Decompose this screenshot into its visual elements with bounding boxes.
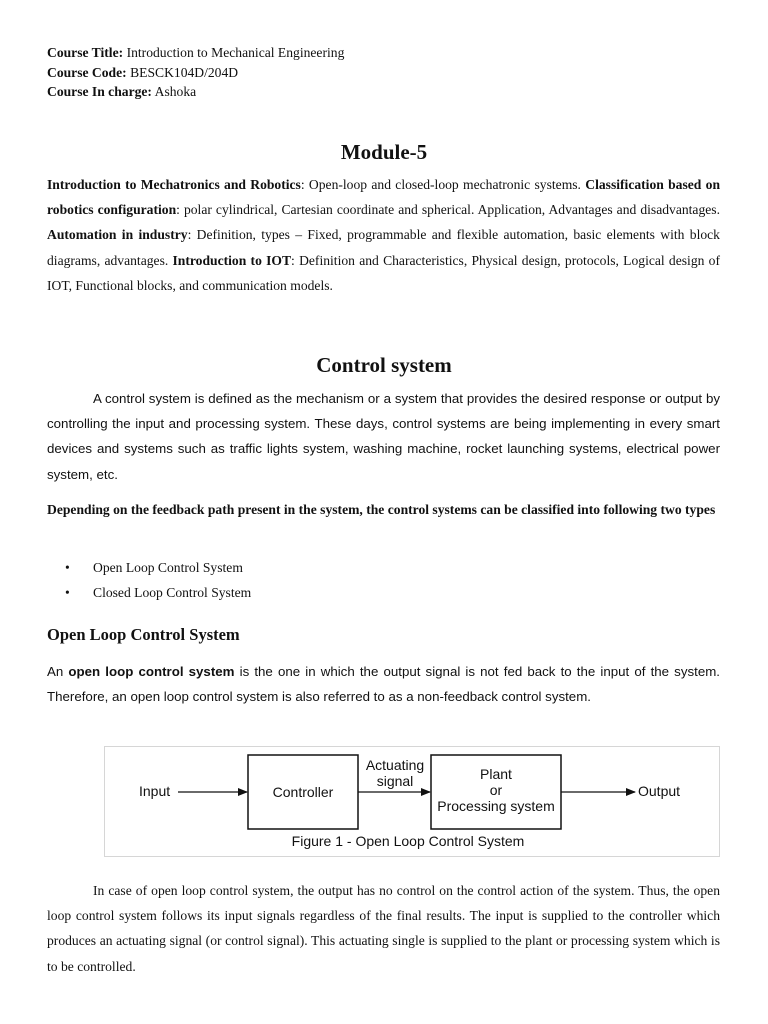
module-heading: Module-5 bbox=[340, 140, 428, 164]
course-incharge-value: Ashoka bbox=[154, 84, 197, 99]
open-loop-heading: Open Loop Control System bbox=[47, 625, 240, 644]
list-item: • Closed Loop Control System bbox=[65, 585, 252, 600]
course-title-value: Introduction to Mechanical Engineering bbox=[126, 45, 345, 60]
block-diagram-svg bbox=[105, 747, 721, 858]
figure-caption: Figure 1 - Open Loop Control System bbox=[291, 833, 525, 849]
classification-statement: Depending on the feedback path present in the system, the control systems can be classified into following two types bbox=[47, 502, 716, 517]
actuating-signal-label-2: signal bbox=[376, 773, 414, 789]
course-code-value: BESCK104D/204D bbox=[130, 64, 239, 80]
control-system-heading: Control system bbox=[316, 353, 452, 377]
list-item: • Open Loop Control System bbox=[65, 560, 243, 575]
module-syllabus: Introduction to Mechatronics and Robotics: Open-loop and closed-loop mechatronic systems. Classification based on robotics configuration: polar cylindrical, Cartesian coordinate and spherical. Application, Advantages and disadvantages. Automation in industry: Definition, types – Fixed, programmable and flexible automation, basic elements with block diagrams, advantages. Introduction to IOT: Definition and Characteristics, Physical design, protocols, Logical design of IOT, Functional blocks, and communication models. bbox=[47, 177, 721, 293]
open-loop-definition: An open loop control system is the one in which the output signal is not fed back to the input of the system. Therefore, an open loop control system is also referred to as a non-feedback control system. bbox=[47, 664, 720, 705]
open-loop-explanation: In case of open loop control system, the output has no control on the control action of the system. Thus, the open loop control system follows its input signals regardless of the final results. The input is supplied to the controller which produces an actuating signal (or control signal). This actuating single is supplied to the plant or processing system which is to be controlled. bbox=[47, 883, 720, 974]
control-system-intro: A control system is defined as the mechanism or a system that provides the desired response or output by controlling the input and processing system. These days, control systems are being implementing in every smart devices and systems such as traffic lights system, washing machine, rocket launching systems, electrical power system, etc. bbox=[47, 391, 720, 482]
open-loop-block-diagram bbox=[104, 746, 720, 857]
output-label: Output bbox=[638, 783, 681, 799]
plant-label-2: or bbox=[489, 782, 503, 798]
course-title-line: Course Title: Introduction to Mechanical Engineering bbox=[47, 45, 345, 60]
plant-label-1: Plant bbox=[480, 766, 512, 782]
course-incharge-line: Course In charge: Ashoka bbox=[47, 84, 197, 99]
course-info bbox=[47, 43, 344, 102]
actuating-signal-label-1: Actuating bbox=[365, 757, 425, 773]
course-code-line: Course Code: BESCK104D/204D bbox=[47, 64, 239, 80]
control-types-list bbox=[65, 557, 251, 607]
plant-label-3: Processing system bbox=[437, 798, 555, 814]
controller-label: Controller bbox=[272, 784, 334, 800]
input-label: Input bbox=[139, 783, 171, 799]
